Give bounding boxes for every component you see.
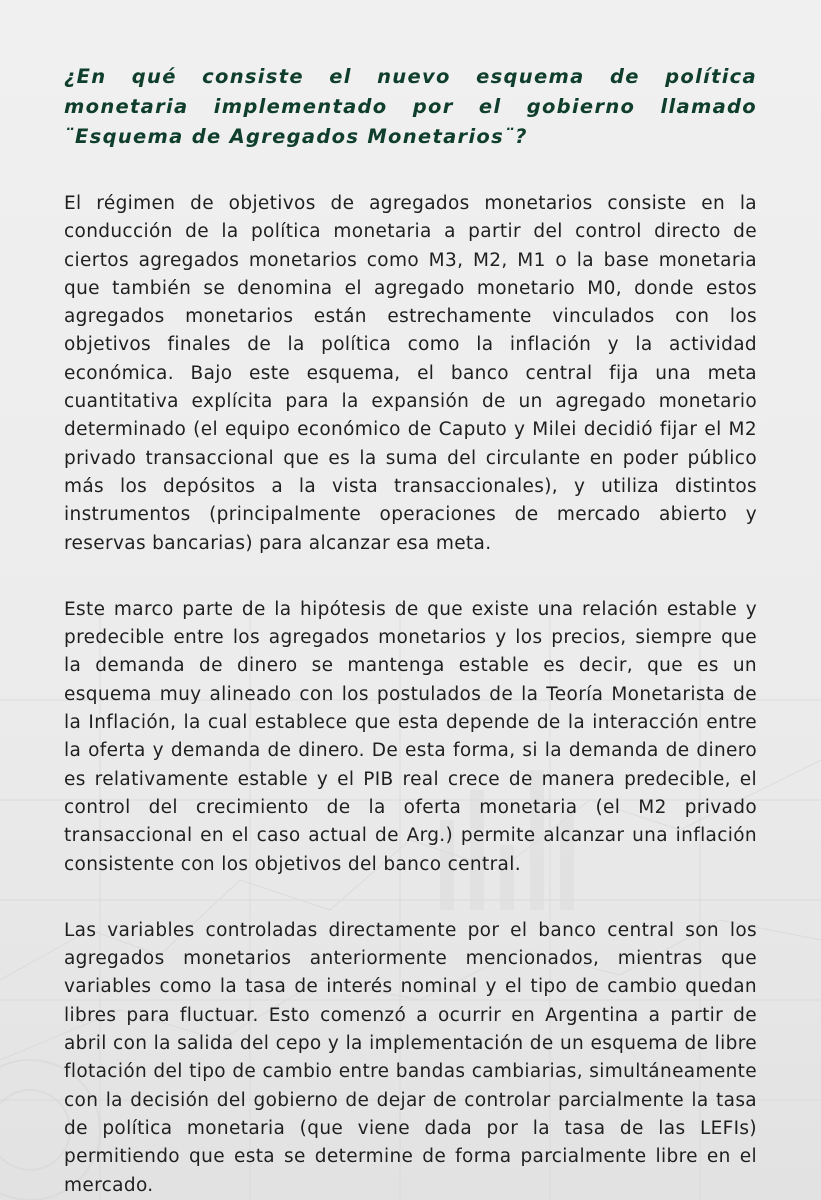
article-heading: ¿En qué consiste el nuevo esquema de política monetaria implementado por el gobierno llamado ¨Esquema de Agregados Monetarios¨? bbox=[64, 65, 757, 148]
paragraph-1: El régimen de objetivos de agregados monetarios consiste en la conducción de la política monetaria a partir del control directo de ciertos agregados monetarios como M3, M2, M1 o la base monetaria que también se denomina el agregado monetario M0, donde estos agregados monetarios están estrechamente vinculados con los objetivos finales de la política como la inflación y la actividad económica. Bajo este esquema, el banco central fija una meta cuantitativa explícita para la expansión de un agregado monetario determinado (el equipo económico de Caputo y Milei decidió fijar el M2 privado transaccional que es la suma del circulante en poder público más los depósitos a la vista transaccionales), y utiliza distintos instrumentos (principalmente operaciones de mercado abierto y reservas bancarias) para alcanzar esa meta. bbox=[64, 193, 757, 554]
article bbox=[64, 62, 757, 1200]
paragraph-3: Las variables controladas directamente por el banco central son los agregados monetarios anteriormente mencionados, mientras que variables como la tasa de interés nominal y el tipo de cambio quedan libres para fluctuar. Esto comenzó a ocurrir en Argentina a partir de abril con la salida del cepo y la implementación de un esquema de libre flotación del tipo de cambio entre bandas cambiarias, simultáneamente con la decisión del gobierno de dejar de controlar parcialmente la tasa de política monetaria (que viene dada por la tasa de las LEFIs) permitiendo que esta se determine de forma parcialmente libre en el mercado. bbox=[64, 919, 757, 1196]
paragraph-2: Este marco parte de la hipótesis de que existe una relación estable y predecible entre los agregados monetarios y los precios, siempre que la demanda de dinero se mantenga estable es decir, que es un esquema muy alineado con los postulados de la Teoría Monetarista de la Inflación, la cual establece que esta depende de la interacción entre la oferta y demanda de dinero. De esta forma, si la demanda de dinero es relativamente estable y el PIB real crece de manera predecible, el control del crecimiento de la oferta monetaria (el M2 privado transaccional en el caso actual de Arg.) permite alcanzar una inflación consistente con los objetivos del banco central. bbox=[64, 598, 757, 875]
